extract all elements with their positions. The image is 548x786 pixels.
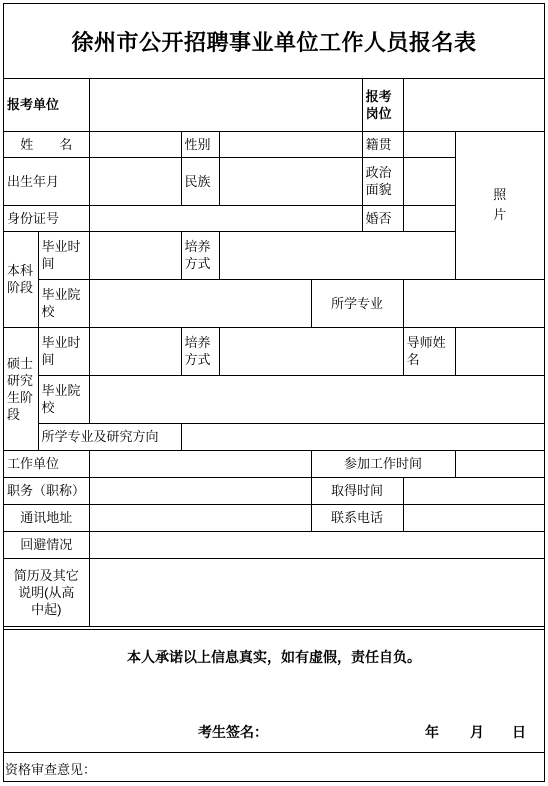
name-field[interactable] — [89, 131, 181, 157]
ethnicity-label: 民族 — [181, 157, 219, 205]
phone-label: 联系电话 — [311, 504, 403, 531]
birth-label: 出生年月 — [4, 157, 89, 205]
signature-label: 考生签名： — [198, 724, 268, 740]
name-label: 姓 名 — [4, 131, 89, 157]
major-research-field[interactable] — [181, 423, 544, 450]
native-place-field[interactable] — [403, 131, 455, 157]
supervisor-label: 导师姓名 — [403, 327, 455, 375]
obtain-time-field[interactable] — [403, 477, 544, 504]
date-day-label: 日 — [512, 724, 526, 740]
photo-label-2: 片 — [493, 207, 507, 222]
gender-field[interactable] — [219, 131, 362, 157]
work-start-label: 参加工作时间 — [311, 450, 455, 477]
undergrad-grad-time-label: 毕业时间 — [38, 231, 89, 279]
review-label: 资格审查意见： — [5, 762, 97, 777]
recusal-label: 回避情况 — [4, 531, 89, 558]
obtain-time-label: 取得时间 — [311, 477, 403, 504]
undergrad-major-field[interactable] — [403, 279, 544, 327]
political-status-label: 政治面貌 — [362, 157, 403, 205]
address-label: 通讯地址 — [4, 504, 89, 531]
master-grad-time-label: 毕业时间 — [38, 327, 89, 375]
work-unit-label: 工作单位 — [4, 450, 89, 477]
phone-field[interactable] — [403, 504, 544, 531]
title-rank-label: 职务（职称） — [4, 477, 89, 504]
id-number-field[interactable] — [89, 205, 362, 231]
recusal-field[interactable] — [89, 531, 544, 558]
undergrad-school-field[interactable] — [89, 279, 311, 327]
date-year-label: 年 — [425, 724, 439, 740]
exam-post-label: 报考岗位 — [362, 79, 403, 131]
master-training-mode-label: 培养方式 — [181, 327, 219, 375]
resume-label: 简历及其它说明(从高中起) — [4, 558, 89, 626]
exam-post-field[interactable] — [403, 79, 544, 131]
registration-form — [3, 3, 545, 782]
form-title: 徐州市公开招聘事业单位工作人员报名表 — [4, 4, 544, 79]
undergrad-grad-time-field[interactable] — [89, 231, 181, 279]
political-status-field[interactable] — [403, 157, 455, 205]
work-start-field[interactable] — [455, 450, 544, 477]
form-table — [4, 79, 544, 627]
undergrad-training-mode-field[interactable] — [219, 231, 455, 279]
address-field[interactable] — [89, 504, 311, 531]
master-grad-time-field[interactable] — [89, 327, 181, 375]
undergrad-major-label: 所学专业 — [311, 279, 403, 327]
exam-unit-label: 报考单位 — [4, 79, 89, 131]
supervisor-field[interactable] — [455, 327, 544, 375]
photo-box[interactable] — [455, 131, 544, 279]
birth-field[interactable] — [89, 157, 181, 205]
undergrad-school-label: 毕业院校 — [38, 279, 89, 327]
exam-unit-field[interactable] — [89, 79, 362, 131]
master-stage-label: 硕士研究生阶段 — [4, 327, 38, 450]
master-training-mode-field[interactable] — [219, 327, 403, 375]
marital-status-field[interactable] — [403, 205, 455, 231]
resume-field[interactable] — [89, 558, 544, 626]
undergrad-stage-label: 本科阶段 — [4, 231, 38, 327]
master-school-field[interactable] — [89, 375, 544, 423]
gender-label: 性别 — [181, 131, 219, 157]
native-place-label: 籍贯 — [362, 131, 403, 157]
photo-label-1: 照 — [493, 187, 507, 202]
ethnicity-field[interactable] — [219, 157, 362, 205]
date-month-label: 月 — [470, 724, 484, 740]
work-unit-field[interactable] — [89, 450, 311, 477]
id-number-label: 身份证号 — [4, 205, 89, 231]
review-section[interactable] — [4, 752, 544, 781]
major-research-label: 所学专业及研究方向 — [38, 423, 181, 450]
pledge-statement: 本人承诺以上信息真实，如有虚假，责任自负。 — [127, 649, 421, 665]
master-school-label: 毕业院校 — [38, 375, 89, 423]
undergrad-training-mode-label: 培养方式 — [181, 231, 219, 279]
marital-status-label: 婚否 — [362, 205, 403, 231]
title-rank-field[interactable] — [89, 477, 311, 504]
pledge-section — [4, 629, 544, 752]
